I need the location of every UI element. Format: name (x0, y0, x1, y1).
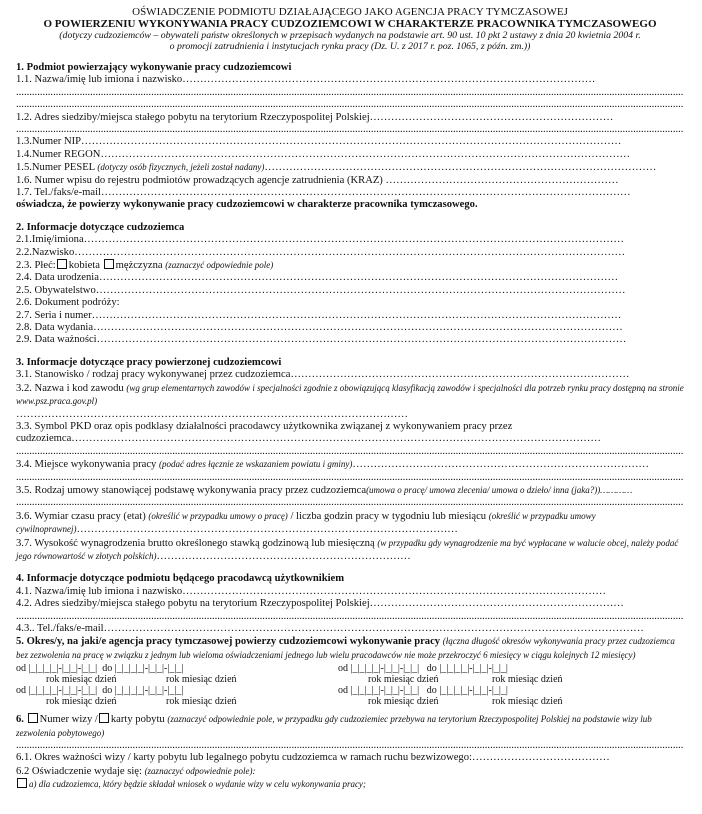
od-label: od (16, 685, 26, 697)
title-line-2: O POWIERZENIU WYKONYWANIA PRACY CUDZOZIEMCOWI W CHARAKTERZE PRACOWNIKA TYMCZASOWEGO (43, 18, 657, 30)
date-caption: rok miesiąc dzień (368, 674, 439, 686)
field-2-1[interactable]: 2.1.Imię/imiona……………………………………………………………………………………………………………………………………… (16, 234, 624, 246)
section-6-header: 6. Numer wizy / karty pobytu (zaznaczyć odpowiednie pole, w przypadku gdy cudzoziemiec przebywa na terytorium Rzeczypospolitej Polskiej na podstawie wizy lub zezwolenia pobytowego) (16, 714, 652, 738)
field-3-4[interactable] (16, 458, 684, 471)
option-a[interactable] (16, 778, 684, 791)
field-3-4-label: 3.4. Miejsce wykonywania pracy (16, 459, 159, 471)
visa-label: Numer wizy (39, 714, 93, 726)
section-6-hint: (zaznaczyć odpowiednie pole, w przypadku gdy cudzoziemiec przebywa na terytorium Rzeczypospolitej Polskiej na podstawie wizy lub zezwolenia pobytowego) (16, 714, 652, 738)
field-3-7-dots: ……………………………………………………………… (156, 550, 411, 562)
field-6-2-hint: (zaznaczyć odpowiednie pole): (144, 765, 256, 776)
field-3-5[interactable] (16, 484, 684, 497)
field-4-2[interactable]: 4.2. Adres siedziby/miejsca stałego pobytu na terytorium Rzeczypospolitej Polskiej……………………………………………………………… (16, 598, 624, 610)
field-3-3-continuation[interactable] (16, 446, 684, 458)
field-3-5-label: 3.5. Rodzaj umowy stanowiącej podstawę wykonywania pracy przez cudzoziemca (16, 484, 367, 496)
field-3-6-hint-b: (określić w przypadku umowy cywilnoprawnej) (16, 510, 596, 535)
field-1-6[interactable]: 1.6. Numer wpisu do rejestru podmiotów prowadzących agencje zatrudnienia (KRAZ) ………………………………………………………… (16, 174, 619, 186)
document-header (16, 6, 684, 52)
date-from-field[interactable]: |_|_|_|_|-|_|_|-|_|_| (350, 685, 420, 697)
do-label: do (102, 663, 113, 675)
field-6-2-label: 6.2 Oświadczenie wydaje się: (16, 765, 145, 777)
field-1-5-hint: (dotyczy osób fizycznych, jeżeli został nadany) (97, 162, 265, 173)
date-caption: rok miesiąc dzień (46, 696, 117, 708)
do-label: do (426, 685, 437, 697)
field-3-3[interactable]: 3.3. Symbol PKD oraz opis podklasy działalności pracodawcy użytkownika związanej z wykonywaniem pracy przez cudzoziemca…………………………………………………………………………………………………………………………………… (16, 420, 601, 445)
field-1-4[interactable]: 1.4.Numer REGON…………………………………………………………………………………………………………………………………… (16, 148, 631, 160)
field-2-2[interactable]: 2.2.Nazwisko………………………………………………………………………………………………………………………………………… (16, 246, 626, 258)
date-from-field[interactable]: |_|_|_|_|-|_|_|-|_|_| (28, 685, 98, 697)
field-3-6-dots: ……………………………………………………………………………………………… (76, 524, 458, 536)
date-from-field[interactable]: |_|_|_|_|-|_|_|-|_|_| (350, 663, 420, 675)
field-1-5[interactable] (16, 161, 684, 174)
section-5-title: 5. Okres/y, na jaki/e agencja pracy tymczasowej powierzy cudzoziemcowi wykonywanie pracy (16, 636, 443, 648)
date-caption: rok miesiąc dzień (166, 696, 237, 708)
section-2-title: 2. Informacje dotyczące cudzoziemca (16, 221, 185, 233)
field-3-7-hint: (w przypadku gdy wynagrodzenie ma być wypłacane w walucie obcej, należy podać jego równowartość w złotych polskich) (16, 537, 679, 561)
date-to-field[interactable]: |_|_|_|_|-|_|_|-|_|_| (114, 663, 184, 675)
date-caption: rok miesiąc dzień (492, 674, 563, 686)
field-1-5-label: 1.5.Numer PESEL (16, 162, 98, 174)
male-label: mężczyzna (115, 260, 163, 272)
field-3-5-continuation[interactable] (16, 497, 684, 509)
declaration-text: oświadcza, że powierzy wykonywanie pracy cudzoziemcowi w charakterze pracownika tymczasowego. (16, 199, 478, 211)
date-to-field[interactable]: |_|_|_|_|-|_|_|-|_|_| (114, 685, 184, 697)
field-4-2-continuation[interactable] (16, 611, 684, 623)
do-label: do (426, 663, 437, 675)
do-label: do (102, 685, 113, 697)
field-1-3[interactable]: 1.3.Numer NIP……………………………………………………………………………………………………………………………………… (16, 136, 622, 148)
field-2-3-label: 2.3. Płeć: (16, 260, 56, 272)
section-5-header (16, 635, 684, 662)
field-6-number[interactable] (16, 740, 684, 752)
field-6-2 (16, 765, 684, 778)
section-1-title: 1. Podmiot powierzający wykonywanie pracy cudzoziemcowi (16, 62, 292, 73)
field-4-3[interactable]: 4.3.. Tel./faks/e-mail……………………………………………………………………………………………………………………………………… (16, 622, 644, 634)
section-2 (16, 222, 684, 347)
subtitle-line-2: o promocji zatrudnienia i instytucjach rynku pracy (Dz. U. z 2017 r. poz. 1065, z późn. zm.)) (169, 41, 531, 52)
field-1-7[interactable]: 1.7. Tel./faks/e-mail…………………………………………………………………………………………………………………………………… (16, 187, 631, 199)
date-ranges (16, 663, 684, 707)
section-4-title: 4. Informacje dotyczące podmiotu będącego pracodawcą użytkownikiem (16, 573, 345, 585)
field-2-3 (16, 259, 684, 272)
field-1-2[interactable]: 1.2. Adres siedziby/miejsca stałego pobytu na terytorium Rzeczypospolitej Polskiej…………………………………………………………… (16, 111, 614, 123)
checkbox-residence-card[interactable] (99, 713, 109, 723)
option-a-label: a) dla cudzoziemca, który będzie składał wniosek o wydanie wizy w celu wykonywania pracy; (29, 779, 366, 790)
field-3-6[interactable] (16, 510, 684, 537)
field-3-1[interactable]: 3.1. Stanowisko / rodzaj pracy wykonywanej przez cudzoziemca…………………………………………………………………………………… (16, 369, 630, 381)
section-3 (16, 357, 684, 563)
section-5 (16, 635, 684, 707)
field-3-7-label: 3.7. Wysokość wynagrodzenia brutto określonego stawką godzinową lub miesięczną (16, 537, 378, 549)
field-2-4[interactable]: 2.4. Data urodzenia………………………………………………………………………………………………………………………………… (16, 272, 619, 284)
field-1-1-continuation[interactable] (16, 87, 684, 99)
field-3-2-hint: (wg grup elementarnych zawodów i specjalności zgodnie z obowiązującą klasyfikacją zawodów i specjalności dla potrzeb rynku pracy dostępną na stronie www.psz.praca.gov.pl) (16, 382, 684, 407)
section-3-title: 3. Informacje dotyczące pracy powierzonej cudzoziemcowi (16, 356, 282, 368)
checkbox-female[interactable] (57, 259, 67, 269)
field-1-2-continuation[interactable] (16, 124, 684, 136)
date-to-field[interactable]: |_|_|_|_|-|_|_|-|_|_| (439, 685, 508, 697)
card-label: karty pobytu (110, 714, 165, 726)
field-3-7[interactable] (16, 537, 684, 564)
section-6-title: 6. (16, 714, 24, 726)
field-3-4-dots: ………………………………………………………………………… (352, 459, 649, 471)
field-3-2[interactable] (16, 382, 684, 409)
field-4-1[interactable]: 4.1. Nazwa/imię lub imiona i nazwisko………………………………………………………………………………………………………… (16, 585, 606, 597)
date-caption: rok miesiąc dzień (492, 696, 563, 708)
field-3-2-label: 3.2. Nazwa i kod zawodu (16, 382, 127, 394)
field-1-1-continuation-2[interactable] (16, 99, 684, 111)
female-label: kobieta (68, 260, 100, 272)
section-4 (16, 573, 684, 635)
od-label: od (338, 685, 348, 697)
field-2-6: 2.6. Dokument podróży: (16, 297, 120, 309)
date-caption: rok miesiąc dzień (46, 674, 117, 686)
field-1-5-dots: ………………………………………………………………………………………………… (264, 162, 657, 174)
field-2-7[interactable]: 2.7. Seria i numer…………………………………………………………………………………………………………………………………… (16, 309, 622, 321)
date-caption: rok miesiąc dzień (166, 674, 237, 686)
date-to-field[interactable]: |_|_|_|_|-|_|_|-|_|_| (439, 663, 508, 675)
field-2-8[interactable]: 2.8. Data wydania…………………………………………………………………………………………………………………………………… (16, 322, 623, 334)
checkbox-male[interactable] (104, 259, 114, 269)
field-3-4-hint: (podać adres łącznie ze wskazaniem powiatu i gminy) (158, 459, 353, 470)
field-2-5[interactable]: 2.5. Obywatelstwo…………………………………………………………………………………………………………………………………… (16, 284, 626, 296)
field-1-1[interactable]: 1.1. Nazwa/imię lub imiona i nazwisko……………………………………………………………………………………………………… (16, 74, 596, 86)
section-5-hint: (łączna długość okresów wykonywania pracy przez cudzoziemca bez zezwolenia na pracę w związku z jednym lub wieloma oświadczeniami jednego lub wielu pracodawców nie może przekroczyć 6 miesięcy w ciągu kolejnych 12 miesięcy) (16, 636, 675, 660)
checkbox-visa[interactable] (28, 713, 38, 723)
subtitle-line-1: (dotyczy cudzoziemców – obywateli państw określonych w przepisach wydanych na podstawie art. 90 ust. 10 pkt 2 ustawy z dnia 20 kwietnia 2004 r. (59, 30, 641, 41)
field-3-4-continuation[interactable] (16, 472, 684, 484)
title-line-1: OŚWIADCZENIE PODMIOTU DZIAŁAJĄCEGO JAKO AGENCJA PRACY TYMCZASOWEJ (132, 6, 568, 18)
section-6 (16, 713, 684, 791)
section-1 (16, 62, 684, 212)
od-label: od (16, 663, 26, 675)
field-2-9[interactable]: 2.9. Data ważności…………………………………………………………………………………………………………………………………… (16, 334, 627, 346)
date-from-field[interactable]: |_|_|_|_|-|_|_|-|_|_| (28, 663, 98, 675)
field-2-3-hint: (zaznaczyć odpowiednie pole) (165, 260, 274, 271)
field-3-6-hint-a: (określić w przypadku umowy o pracę) (148, 510, 288, 521)
date-caption: rok miesiąc dzień (368, 696, 439, 708)
field-3-6-label: 3.6. Wymiar czasu pracy (etat) (16, 510, 149, 522)
field-3-2-dots[interactable]: ………………………………………………………………………………………………… (16, 408, 408, 420)
od-label: od (338, 663, 348, 675)
field-6-1[interactable]: 6.1. Okres ważności wizy / karty pobytu lub legalnego pobytu cudzoziemca w ramach ruchu bezwizowego:………………………………… (16, 752, 610, 764)
field-3-5-hint: (umowa o pracę/ umowa zlecenia/ umowa o dzieło/ inna (jaka?))………… (366, 484, 633, 495)
field-3-6-label-b: / liczba godzin pracy w tygodniu lub miesiącu (287, 510, 489, 522)
checkbox-option-a[interactable] (17, 778, 27, 788)
